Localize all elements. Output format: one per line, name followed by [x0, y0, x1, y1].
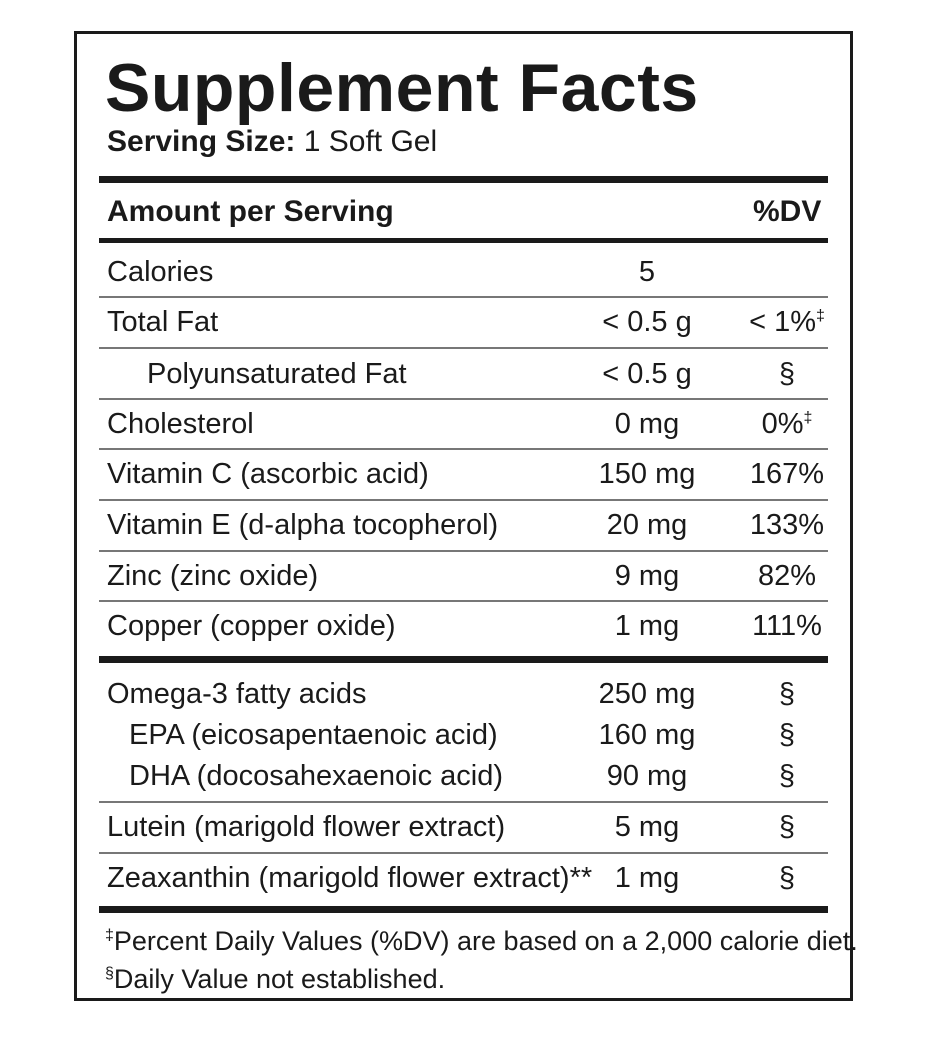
nutrient-name: Lutein (marigold flower extract)	[107, 811, 506, 843]
nutrient-amount: 1 mg	[614, 862, 680, 894]
amount-per-serving-header: Amount per Serving	[107, 195, 394, 228]
panel-title: Supplement Facts	[105, 50, 699, 126]
nutrient-amount: 160 mg	[598, 719, 696, 751]
nutrient-amount: 5	[638, 256, 656, 288]
table-row	[77, 674, 850, 714]
divider-thick	[99, 176, 828, 183]
nutrient-name: Vitamin C (ascorbic acid)	[107, 458, 429, 490]
row-divider	[99, 852, 828, 854]
nutrient-name: Zinc (zinc oxide)	[107, 560, 319, 592]
nutrient-amount: 90 mg	[606, 760, 688, 792]
nutrient-name: Zeaxanthin (marigold flower extract)**	[107, 862, 593, 894]
table-row	[77, 715, 850, 755]
row-divider	[99, 347, 828, 349]
footnote-mark: ‡	[105, 927, 114, 944]
table-row	[77, 858, 850, 898]
nutrient-dv: §	[778, 678, 796, 710]
table-row	[77, 756, 850, 796]
nutrient-dv: §	[778, 719, 796, 751]
footnote-dv	[105, 922, 858, 960]
table-row	[77, 302, 850, 342]
nutrient-amount: 150 mg	[598, 458, 696, 490]
nutrient-amount: 1 mg	[614, 610, 680, 642]
nutrient-dv: §	[778, 760, 796, 792]
serving-size	[107, 124, 437, 160]
nutrient-name: Polyunsaturated Fat	[147, 358, 407, 390]
row-divider	[99, 448, 828, 450]
nutrient-dv: 82%	[757, 560, 817, 592]
nutrient-dv: 167%	[749, 458, 825, 490]
row-divider	[99, 801, 828, 803]
row-divider	[99, 398, 828, 400]
table-row	[77, 807, 850, 847]
nutrient-dv: §	[778, 862, 796, 894]
row-divider	[99, 550, 828, 552]
table-row	[77, 252, 850, 292]
supplement-facts-panel	[74, 31, 858, 1001]
nutrient-amount: 0 mg	[614, 408, 680, 440]
table-row	[77, 404, 850, 444]
nutrient-amount: 5 mg	[614, 811, 680, 843]
nutrient-amount: 9 mg	[614, 560, 680, 592]
footnote-text: Daily Value not established.	[113, 964, 446, 994]
dv-footnote-mark: ‡	[803, 409, 813, 427]
row-divider	[99, 600, 828, 602]
footnote-mark: §	[105, 965, 114, 982]
table-row	[77, 354, 850, 394]
nutrient-dv	[737, 302, 837, 342]
nutrient-dv: §	[778, 358, 796, 390]
dv-value: 0%	[761, 408, 804, 440]
table-row	[77, 505, 850, 545]
row-divider	[99, 499, 828, 501]
nutrient-amount: 20 mg	[606, 509, 688, 541]
nutrient-dv: 111%	[752, 610, 822, 642]
nutrient-dv: 133%	[749, 509, 825, 541]
nutrient-amount: 250 mg	[598, 678, 696, 710]
nutrient-name: DHA (docosahexaenoic acid)	[129, 760, 503, 792]
nutrient-name: Total Fat	[107, 306, 219, 338]
nutrient-name: EPA (eicosapentaenoic acid)	[129, 719, 498, 751]
serving-size-value: 1 Soft Gel	[303, 125, 438, 158]
table-row	[77, 606, 850, 646]
nutrient-name: Copper (copper oxide)	[107, 610, 396, 642]
nutrient-name: Cholesterol	[107, 408, 254, 440]
dv-header: %DV	[753, 195, 822, 228]
nutrient-name: Omega-3 fatty acids	[107, 678, 367, 710]
dv-value: < 1%	[749, 306, 816, 338]
footnote-not-established	[105, 960, 445, 998]
divider-thick	[99, 656, 828, 663]
nutrient-amount: < 0.5 g	[602, 358, 692, 390]
serving-size-label: Serving Size:	[107, 125, 296, 158]
divider-thick	[99, 238, 828, 243]
table-row	[77, 454, 850, 494]
divider-thick	[99, 906, 828, 913]
table-row	[77, 556, 850, 596]
nutrient-dv	[737, 404, 837, 444]
row-divider	[99, 296, 828, 298]
dv-footnote-mark: ‡	[816, 307, 825, 325]
footnote-text: Percent Daily Values (%DV) are based on a 2,000 calorie diet.	[113, 926, 858, 956]
nutrient-amount: < 0.5 g	[602, 306, 692, 338]
nutrient-name: Calories	[107, 256, 214, 288]
nutrient-dv: §	[778, 811, 796, 843]
nutrient-name: Vitamin E (d-alpha tocopherol)	[107, 509, 499, 541]
